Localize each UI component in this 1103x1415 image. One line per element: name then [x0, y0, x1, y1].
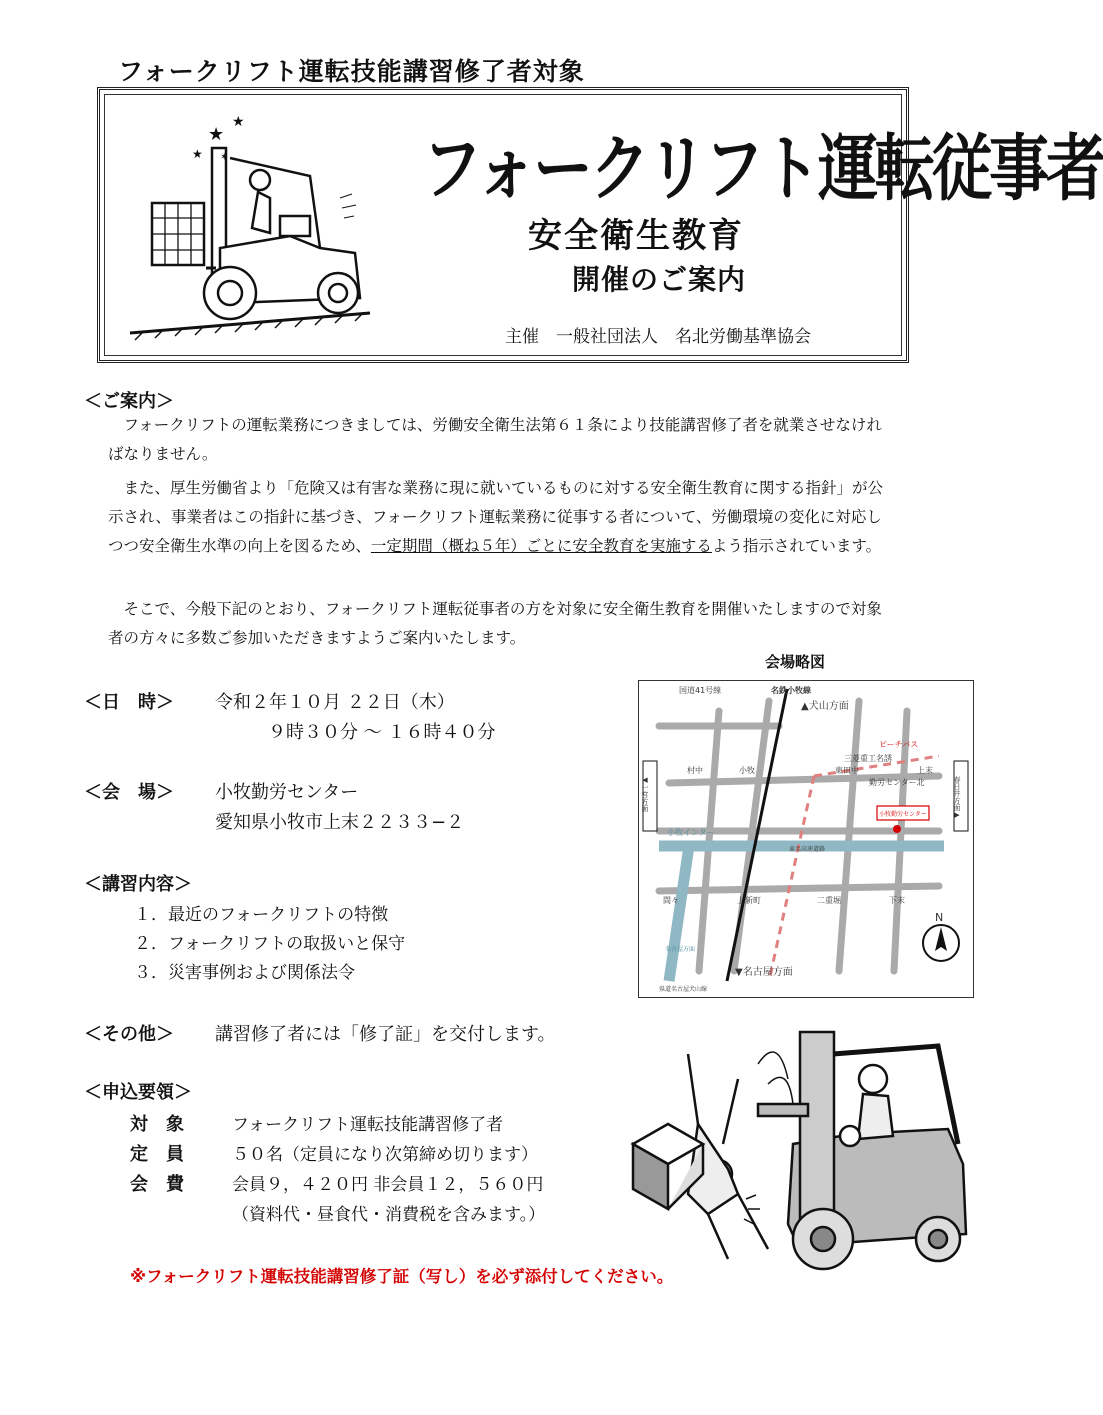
- map-label-inuyama: ▲犬山方面: [801, 701, 849, 712]
- map-label-kamishin: 上新町: [737, 896, 761, 905]
- schedule-date: 令和２年１０月 ２２日（木）: [215, 692, 455, 713]
- map-label-nagoya: ▼名古屋方面: [735, 967, 793, 978]
- map-label-komaki: 小牧: [739, 766, 755, 775]
- svg-text:✶: ✶: [220, 152, 229, 163]
- map-caption: 会場略図: [765, 653, 826, 671]
- svg-text:★: ★: [192, 147, 203, 161]
- svg-text:★: ★: [232, 114, 245, 130]
- subtitle-announcement: 開催のご案内: [572, 263, 747, 296]
- organizer-line: 主催 一般社団法人 名北労働基準協会: [505, 327, 811, 347]
- venue-map-drawing: [639, 681, 972, 996]
- venue-map: [638, 680, 974, 998]
- map-label-murachu: 村中: [687, 766, 703, 775]
- intro-paragraph-2-underlined: 一定期間（概ね５年）ごとに安全教育を実施する: [370, 537, 712, 555]
- schedule-label: ＜日 時＞: [84, 692, 174, 713]
- map-label-ue: 上末: [917, 766, 933, 775]
- subtitle-safety-education: 安全衛生教育: [528, 216, 744, 256]
- map-label-mamaki: 間々: [663, 896, 679, 905]
- svg-text:★: ★: [208, 124, 225, 145]
- map-label-ichinomiya: ◀一宮方面: [641, 776, 649, 812]
- application-target-value: フォークリフト運転技能講習修了者: [232, 1115, 504, 1135]
- map-label-peach-bus: ピーチバス: [879, 740, 919, 749]
- other-label: ＜その他＞: [84, 1024, 174, 1045]
- application-fee-value: 会員９，４２０円 非会員１２，５６０円: [232, 1175, 544, 1195]
- map-label-shimosue: 下末: [889, 896, 905, 905]
- contents-item-2: ２．フォークリフトの取扱いと保守: [134, 934, 406, 954]
- venue-label: ＜会 場＞: [84, 782, 174, 803]
- target-audience-label: フォークリフト運転技能講習修了者対象: [118, 57, 585, 86]
- forklift-collision-illustration: [628, 1024, 978, 1279]
- map-label-higashida: 東田中: [835, 766, 859, 775]
- application-label: ＜申込要領＞: [84, 1082, 192, 1103]
- contents-label: ＜講習内容＞: [84, 874, 192, 895]
- contents-item-3: ３．災害事例および関係法令: [134, 963, 355, 983]
- venue-name: 小牧勤労センター: [215, 782, 359, 803]
- map-label-expressway: 東名高速道路: [789, 846, 826, 853]
- intro-paragraph-3: そこで、今般下記のとおり、フォークリフト運転従事者の方を対象に安全衛生教育を開催いたしますので対象者の方々に多数ご参加いただきますようご案内いたします。: [108, 600, 882, 647]
- intro-paragraph-2: [108, 474, 888, 561]
- application-target-key: 対 象: [130, 1114, 184, 1135]
- application-fee-key: 会 費: [130, 1174, 184, 1195]
- intro-heading: ＜ご案内＞: [84, 391, 174, 412]
- main-title: フォークリフト運転従事者: [422, 127, 1103, 212]
- venue-address: 愛知県小牧市上末２２３３−２: [215, 812, 465, 833]
- intro-paragraph-1: フォークリフトの運転業務につきましては、労働安全衛生法第６１条により技能講習修了者を就業させなければなりません。: [108, 416, 882, 463]
- map-label-kinro: 勤労センター北: [869, 778, 925, 787]
- map-label-center: 小牧勤労センター: [879, 811, 927, 818]
- intro-paragraph-2-text: また、厚生労働省より「危険又は有害な業務に現に就いているものに対する安全衛生教育に関する指針」が公示され、事業者はこの指針に基づき、フォークリフト運転業務に従事する者について、労働環境の変化に対応しつつ安全衛生水準の向上を図るため、: [108, 479, 884, 555]
- other-text: 講習修了者には「修了証」を交付します。: [215, 1024, 556, 1045]
- map-label-ic: 小牧インター: [667, 828, 715, 837]
- map-label-kasugai: 春日井方面▶: [953, 776, 961, 819]
- map-label-nibansho: 二重堀: [817, 896, 841, 905]
- forklift-accident-illustration: [120, 108, 380, 348]
- required-attachment-note: ※フォークリフト運転技能講習修了証（写し）を必ず添付してください。: [130, 1267, 674, 1286]
- application-capacity-value: ５０名（定員になり次第締め切ります）: [232, 1145, 538, 1165]
- map-label-route41: 国道41号線: [679, 686, 722, 695]
- application-fee-note: （資料代・昼食代・消費税を含みます。）: [232, 1205, 546, 1225]
- application-capacity-key: 定 員: [130, 1144, 184, 1165]
- map-label-sanryo: 三菱重工名誘: [844, 754, 892, 763]
- map-label-nagoya-side: 名古屋方面: [665, 946, 696, 953]
- map-label-north: N: [935, 911, 944, 924]
- intro-paragraph-2-end: よう指示されています。: [711, 537, 882, 555]
- schedule-time: ９時３０分 ～ １６時４０分: [268, 722, 496, 743]
- map-label-station: 名鉄小牧線: [771, 686, 811, 695]
- contents-item-1: １．最近のフォークリフトの特徴: [134, 905, 389, 925]
- map-label-bottom-road: 県道名古屋犬山線: [659, 986, 708, 993]
